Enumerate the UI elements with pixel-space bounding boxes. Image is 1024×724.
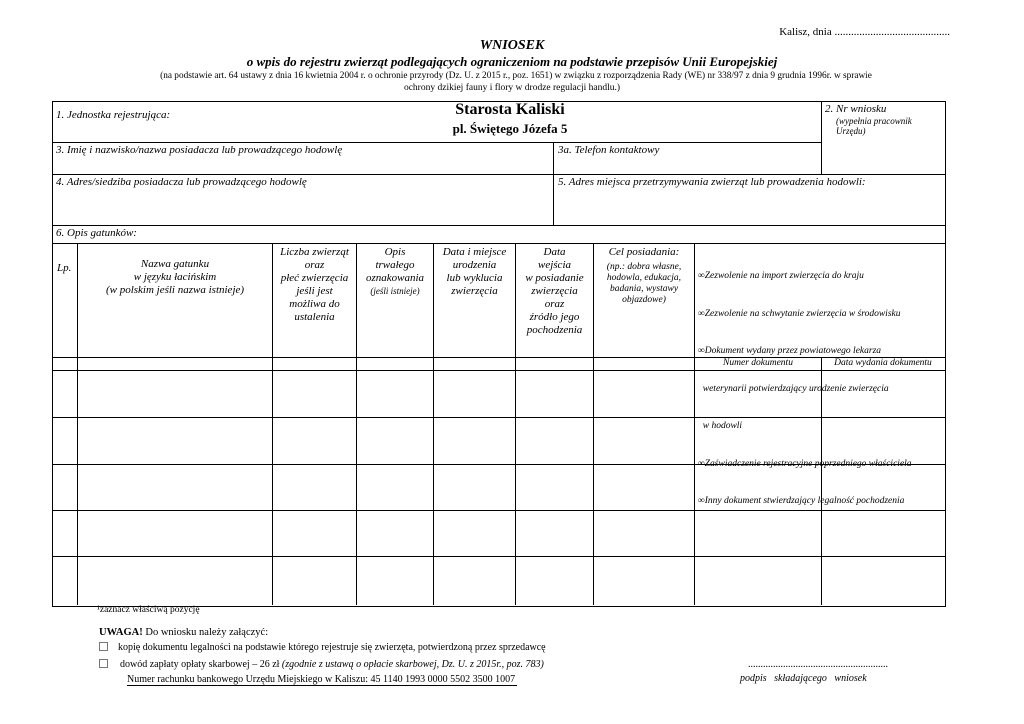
header-line: (np.: dobra własne, bbox=[606, 262, 682, 272]
document-option: ∞Inny dokument stwierdzający legalność pochodzenia bbox=[698, 496, 905, 506]
attachment-item-2 bbox=[99, 659, 544, 670]
field-2-note-2: Urzędu) bbox=[836, 126, 866, 136]
col-purpose-header bbox=[594, 246, 694, 306]
field-3a-label: 3a. Telefon kontaktowy bbox=[558, 144, 660, 156]
header-line: Liczba zwierząt bbox=[280, 246, 349, 258]
bank-account: Numer rachunku bankowego Urzędu Miejskiego w Kaliszu: 45 1140 1993 0000 5502 3500 1007 bbox=[127, 674, 516, 685]
footnote: ¹zaznacz właściwą pozycję bbox=[97, 605, 200, 615]
header-line: oraz bbox=[544, 298, 565, 310]
registering-unit-name: Starosta Kaliski bbox=[455, 101, 565, 118]
header-line: w języku łacińskim bbox=[133, 271, 217, 283]
warning-text: Do wniosku należy załączyć: bbox=[142, 627, 269, 638]
document-option: ∞Zezwolenie na schwytanie zwierzęcia w środowisku bbox=[698, 308, 901, 319]
checkbox-icon[interactable] bbox=[99, 642, 108, 651]
header-line: Data bbox=[543, 246, 566, 258]
registering-unit-address: pl. Świętego Józefa 5 bbox=[452, 121, 568, 136]
header-line: Data i miejsce bbox=[442, 246, 507, 258]
attachment-item-2-text: dowód zapłaty opłaty skarbowej – 26 zł bbox=[120, 659, 280, 670]
field-2-label: 2. Nr wniosku bbox=[825, 103, 887, 115]
attachment-item-2-note: (zgodnie z ustawą o opłacie skarbowej, Dz. U. z 2015r., poz. 783) bbox=[281, 659, 544, 670]
field-4-label: 4. Adres/siedziba posiadacza lub prowadzącego hodowlę bbox=[56, 176, 307, 188]
row-line bbox=[52, 243, 945, 244]
row-line bbox=[52, 225, 945, 226]
header-line: hodowla, edukacja, bbox=[606, 273, 682, 283]
header-line: (jeśli istnieje) bbox=[370, 286, 420, 296]
col-line bbox=[821, 101, 822, 175]
header-line: badania, wystawy bbox=[609, 284, 679, 294]
header-line: ustalenia bbox=[294, 311, 335, 323]
table-row[interactable] bbox=[53, 465, 944, 510]
header-line: Nazwa gatunku bbox=[140, 258, 210, 270]
checkbox-icon[interactable] bbox=[99, 659, 108, 668]
header-line: Opis bbox=[384, 246, 406, 258]
legal-basis-line1: (na podstawie art. 64 ustawy z dnia 16 kwietnia 2004 r. o ochronie przyrody (Dz. U. z 2015 r., poz. 1651) w związku z rozporządzenia Rady (WE) nr 338/97 z dnia 9 grudnia 1996r. w sprawie bbox=[160, 71, 872, 81]
phone-field[interactable] bbox=[555, 156, 819, 173]
table-row[interactable] bbox=[53, 418, 944, 464]
header-line: lub wyklucia bbox=[446, 272, 503, 284]
table-row[interactable] bbox=[53, 371, 944, 417]
document-option: weterynarii potwierdzający urodzenie zwierzęcia bbox=[698, 383, 889, 394]
header-line: oraz bbox=[304, 259, 325, 271]
document-title: WNIOSEK bbox=[479, 38, 545, 53]
legal-basis-line2: ochrony dzikiej fauny i flory w drodze regulacji handlu.) bbox=[403, 83, 621, 93]
signature-line: ........................................................ bbox=[748, 659, 888, 670]
col-lp-header: Lp. bbox=[57, 262, 72, 274]
signature-label: podpis składającego wniosek bbox=[740, 673, 867, 684]
field-5-label: 5. Adres miejsca przetrzymywania zwierząt lub prowadzenia hodowli: bbox=[558, 176, 866, 188]
document-option: ∞Zezwolenie na import zwierzęcia do kraju bbox=[698, 271, 864, 281]
row-line bbox=[52, 142, 821, 143]
row-line bbox=[52, 174, 945, 175]
field-1-label: 1. Jednostka rejestrująca: bbox=[56, 109, 171, 121]
owner-address-field[interactable] bbox=[54, 189, 551, 224]
warning-label: UWAGA! bbox=[99, 627, 143, 638]
col-species-name-header bbox=[78, 258, 272, 297]
header-line: źródło jego bbox=[529, 311, 580, 323]
header-line: możliwa do bbox=[289, 298, 340, 310]
col-marking-header bbox=[357, 246, 433, 298]
header-line: zwierzęcia bbox=[531, 285, 578, 297]
table-row[interactable] bbox=[53, 511, 944, 556]
header-line: Cel posiadania: bbox=[608, 246, 680, 258]
document-option: ∞Dokument wydany przez powiatowego lekarza bbox=[698, 346, 882, 356]
owner-name-field[interactable] bbox=[54, 156, 551, 173]
col-birth-header bbox=[434, 246, 515, 298]
header-line: trwałego bbox=[375, 259, 415, 271]
col-doc-number-header: Numer dokumentu bbox=[723, 358, 793, 368]
field-3-label: 3. Imię i nazwisko/nazwa posiadacza lub prowadzącego hodowlę bbox=[56, 144, 343, 156]
attachment-note bbox=[99, 627, 268, 638]
attachment-item-1-text: kopię dokumentu legalności na podstawie którego rejestruje się zwierzęta, potwierdzoną przez sprzedawcę bbox=[118, 642, 546, 653]
place-date: Kalisz, dnia .......................................... bbox=[779, 26, 950, 38]
header-line: objazdowe) bbox=[622, 295, 666, 305]
application-number-field[interactable] bbox=[823, 138, 943, 173]
header-line: wejścia bbox=[538, 259, 571, 271]
header-line: oznakowania bbox=[365, 272, 425, 284]
col-doc-date-header: Data wydania dokumentu bbox=[834, 358, 932, 368]
header-line: płeć zwierzęcia bbox=[280, 272, 349, 284]
keeping-address-field[interactable] bbox=[555, 189, 943, 224]
header-line: urodzenia bbox=[452, 259, 497, 271]
col-count-header bbox=[273, 246, 356, 324]
document-subtitle: o wpis do rejestru zwierząt podlegających ograniczeniom na podstawie przepisów Unii Europejskiej bbox=[246, 54, 778, 69]
table-row[interactable] bbox=[53, 557, 944, 604]
field-2-note-1: (wypełnia pracownik bbox=[836, 116, 912, 126]
document-option: w hodowli bbox=[698, 421, 743, 431]
col-entry-header bbox=[516, 246, 593, 337]
header-line: zwierzęcia bbox=[451, 285, 498, 297]
header-line: jeśli jest bbox=[296, 285, 333, 297]
header-line: pochodzenia bbox=[526, 324, 583, 336]
field-6-label: 6. Opis gatunków: bbox=[56, 227, 137, 239]
col-line bbox=[553, 142, 554, 226]
attachment-item-1 bbox=[99, 642, 546, 653]
header-line: w posiadanie bbox=[525, 272, 584, 284]
document-option: ∞Zaświadczenie rejestracyjne poprzedniego właściciela bbox=[698, 458, 912, 469]
header-line: (w polskim jeśli nazwa istnieje) bbox=[105, 284, 245, 296]
